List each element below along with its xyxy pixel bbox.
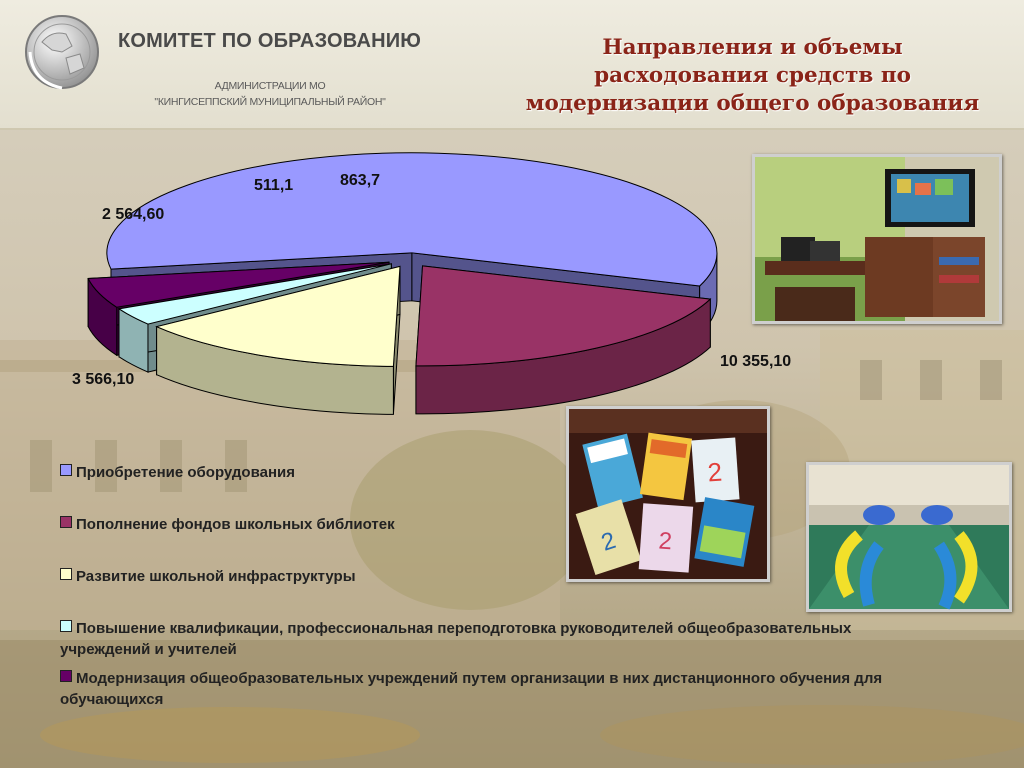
legend-item-equipment [60, 462, 1000, 483]
org-subtitle-line-1: АДМИНИСТРАЦИИ МО [214, 80, 326, 92]
org-title: КОМИТЕТ ПО ОБРАЗОВАНИЮ [118, 30, 422, 52]
legend-swatch [60, 620, 72, 632]
svg-text:2: 2 [706, 456, 724, 488]
slide-title [495, 34, 1010, 118]
globe-icon [22, 12, 102, 92]
slide-title-line-2: расходования средств по [594, 63, 911, 88]
legend-item-libraries [60, 514, 1000, 535]
legend-item-label: Развитие школьной инфраструктуры [76, 568, 356, 585]
org-subtitle [150, 78, 390, 110]
legend-swatch [60, 670, 72, 682]
legend-item-label: Повышение квалификации, профессиональная переподготовка руководителей общеобразовательных учреждений и учителей [60, 620, 852, 658]
legend-swatch [60, 464, 72, 476]
legend-item-infrastructure [60, 566, 1000, 587]
textbooks-photo [566, 406, 770, 582]
legend-item-distance-learning [60, 668, 980, 710]
legend-swatch [60, 568, 72, 580]
header-banner [0, 0, 1024, 130]
svg-text:2: 2 [597, 526, 620, 557]
legend-swatch [60, 516, 72, 528]
data-label: 863,7 [340, 172, 381, 189]
data-label: 3 566,10 [72, 371, 135, 388]
data-label: 10 355,10 [720, 353, 792, 370]
data-label: 2 564,60 [102, 206, 165, 223]
slide-title-line-1: Направления и объемы [602, 35, 903, 60]
slide-title-line-3: модернизации общего образования [525, 91, 980, 116]
org-subtitle-line-2: "КИНГИСЕППСКИЙ МУНИЦИПАЛЬНЫЙ РАЙОН" [154, 96, 386, 108]
legend-item-label: Приобретение оборудования [76, 464, 295, 481]
svg-text:2: 2 [657, 527, 673, 556]
legend-item-qualification [60, 618, 860, 660]
data-label: 511,1 [254, 177, 294, 194]
gym-equipment-photo [806, 462, 1012, 612]
pie-chart [0, 130, 792, 420]
classroom-computer-photo [752, 154, 1002, 324]
legend-item-label: Модернизация общеобразовательных учреждений путем организации в них дистанционного обучения для обучающихся [60, 670, 883, 708]
legend-item-label: Пополнение фондов школьных библиотек [76, 516, 395, 533]
